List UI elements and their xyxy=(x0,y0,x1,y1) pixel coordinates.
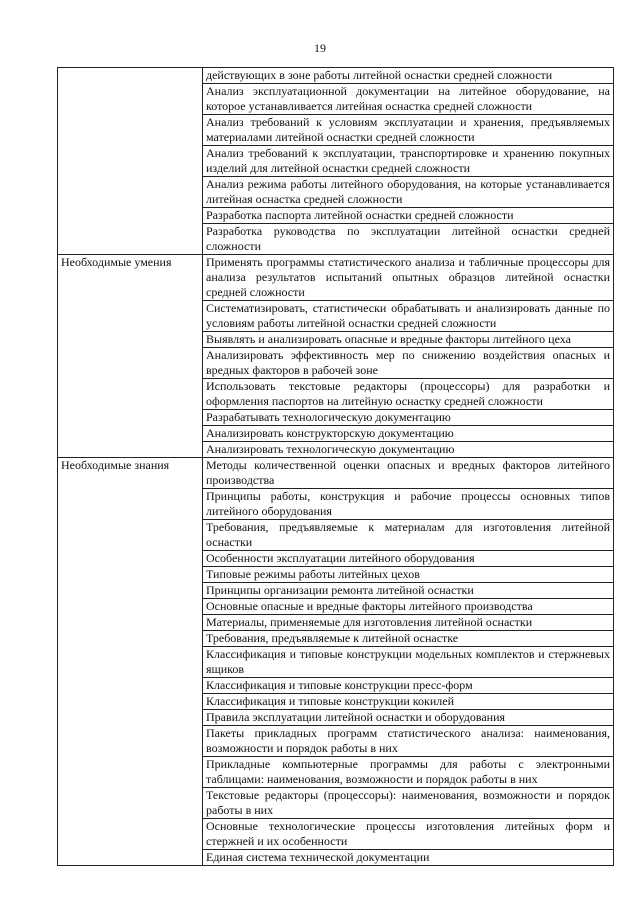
table-cell-item: Анализ эксплуатационной документации на литейное оборудование, на которое устанавливается литейная оснастка средней сложности xyxy=(203,84,614,115)
table-cell-item: Анализировать эффективность мер по снижению воздействия опасных и вредных факторов в рабочей зоне xyxy=(203,348,614,379)
table-cell-item: Основные опасные и вредные факторы литейного производства xyxy=(203,599,614,615)
table-cell-item: Принципы организации ремонта литейной оснастки xyxy=(203,583,614,599)
table-cell-item: Применять программы статистического анализа и табличные процессоры для анализа результатов испытаний опытных образцов литейной оснастки средней сложности xyxy=(203,255,614,301)
table-cell-item: Текстовые редакторы (процессоры): наименования, возможности и порядок работы в них xyxy=(203,788,614,819)
table-cell-item: Разрабатывать технологическую документацию xyxy=(203,410,614,426)
section-label-skills: Необходимые умения xyxy=(58,255,203,458)
table-cell-item: Разработка паспорта литейной оснастки средней сложности xyxy=(203,208,614,224)
table-cell-item: Пакеты прикладных программ статистического анализа: наименования, возможности и порядок работы в них xyxy=(203,726,614,757)
table-cell-item: Классификация и типовые конструкции пресс-форм xyxy=(203,678,614,694)
table-cell-item: Классификация и типовые конструкции кокилей xyxy=(203,694,614,710)
table-cell-item: Анализ требований к условиям эксплуатации и хранения, предъявляемых материалами литейной оснастки средней сложности xyxy=(203,115,614,146)
table-cell-item: Классификация и типовые конструкции модельных комплектов и стержневых ящиков xyxy=(203,647,614,678)
table-cell-item: Анализ требований к эксплуатации, транспортировке и хранению покупных изделий для литейной оснастки средней сложности xyxy=(203,146,614,177)
table-cell-item: Анализировать конструкторскую документацию xyxy=(203,426,614,442)
table-cell-item: Типовые режимы работы литейных цехов xyxy=(203,567,614,583)
section-label-continued xyxy=(58,68,203,255)
table-cell-item: Прикладные компьютерные программы для работы с электронными таблицами: наименования, возможности и порядок работы в них xyxy=(203,757,614,788)
table-cell-item: Систематизировать, статистически обрабатывать и анализировать данные по условиям работы литейной оснастки средней сложности xyxy=(203,301,614,332)
table-cell-item: Материалы, применяемые для изготовления литейной оснастки xyxy=(203,615,614,631)
table-cell-item: Требования, предъявляемые к материалам для изготовления литейной оснастки xyxy=(203,520,614,551)
table-row xyxy=(58,68,614,84)
table-cell-item: Основные технологические процессы изготовления литейных форм и стержней и их особенности xyxy=(203,819,614,850)
table-cell-item: Анализ режима работы литейного оборудования, на которые устанавливается литейная оснастка средней сложности xyxy=(203,177,614,208)
requirements-table-body xyxy=(58,68,614,866)
table-cell-item: Выявлять и анализировать опасные и вредные факторы литейного цеха xyxy=(203,332,614,348)
table-cell-item: Методы количественной оценки опасных и вредных факторов литейного производства xyxy=(203,458,614,489)
table-cell-item: Использовать текстовые редакторы (процессоры) для разработки и оформления паспортов на литейную оснастку средней сложности xyxy=(203,379,614,410)
table-cell-item: Анализировать технологическую документацию xyxy=(203,442,614,458)
table-cell-item: действующих в зоне работы литейной оснастки средней сложности xyxy=(203,68,614,84)
table-row xyxy=(58,458,614,489)
table-cell-item: Единая система технической документации xyxy=(203,850,614,866)
table-cell-item: Принципы работы, конструкция и рабочие процессы основных типов литейного оборудования xyxy=(203,489,614,520)
table-cell-item: Разработка руководства по эксплуатации литейной оснастки средней сложности xyxy=(203,224,614,255)
table-cell-item: Особенности эксплуатации литейного оборудования xyxy=(203,551,614,567)
table-row xyxy=(58,255,614,301)
table-cell-item: Правила эксплуатации литейной оснастки и оборудования xyxy=(203,710,614,726)
table-cell-item: Требования, предъявляемые к литейной оснастке xyxy=(203,631,614,647)
section-label-knowledge: Необходимые знания xyxy=(58,458,203,866)
requirements-table xyxy=(57,67,614,866)
page-number: 19 xyxy=(314,41,326,55)
